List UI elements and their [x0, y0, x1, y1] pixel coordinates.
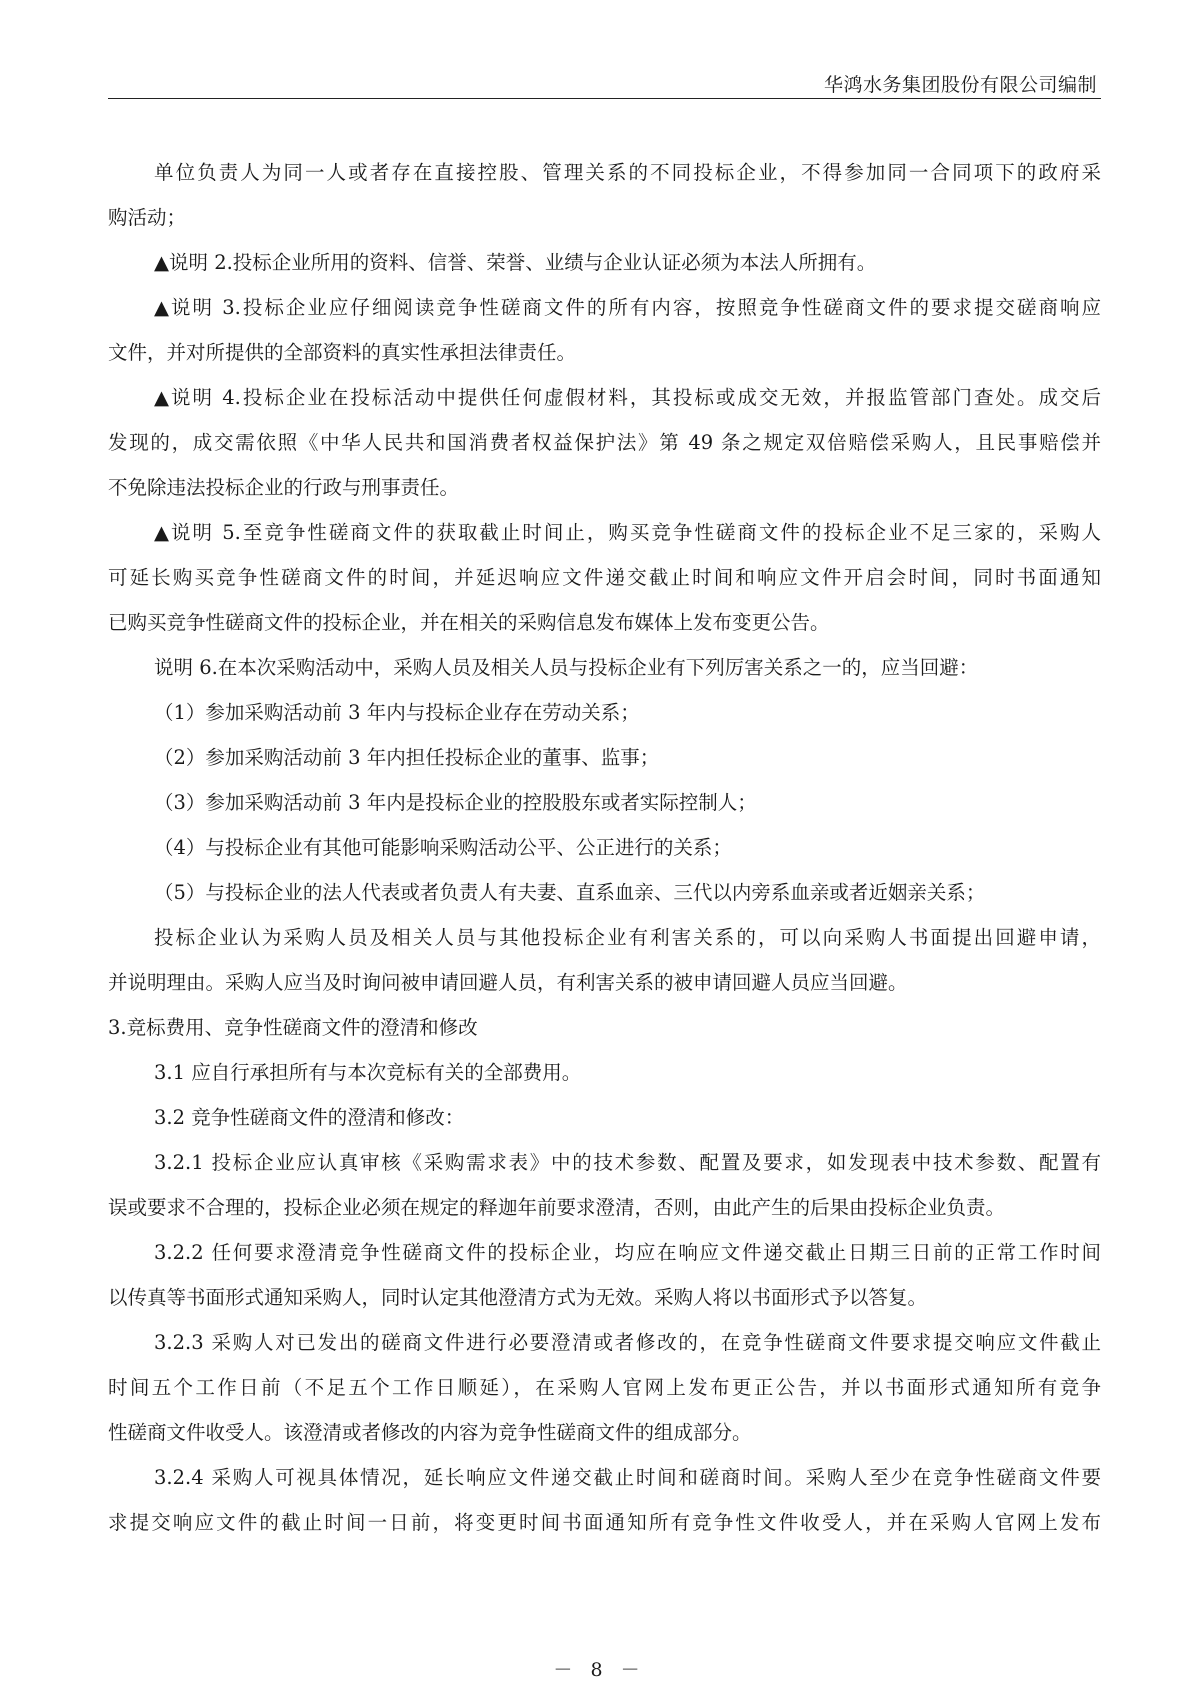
text-line: ▲说明 5.至竞争性磋商文件的获取截止时间止，购买竞争性磋商文件的投标企业不足三家的，采购人	[154, 521, 1101, 544]
section-heading: 3.竞标费用、竞争性磋商文件的澄清和修改	[108, 1016, 478, 1039]
text-line: 3.2.3 采购人对已发出的磋商文件进行必要澄清或者修改的，在竞争性磋商文件要求提交响应文件截止	[154, 1331, 1101, 1354]
list-item: （3）参加采购活动前 3 年内是投标企业的控股股东或者实际控制人；	[154, 791, 757, 814]
text-line: 可延长购买竞争性磋商文件的时间，并延迟响应文件递交截止时间和响应文件开启会时间，同时书面通知	[108, 566, 1101, 589]
text-line: 求提交响应文件的截止时间一日前，将变更时间书面通知所有竞争性文件收受人，并在采购人官网上发布	[108, 1511, 1101, 1534]
list-item: （4）与投标企业有其他可能影响采购活动公平、公正进行的关系；	[154, 836, 732, 859]
text-line: ▲说明 3.投标企业应仔细阅读竞争性磋商文件的所有内容，按照竞争性磋商文件的要求提交磋商响应	[154, 296, 1101, 319]
page-header	[108, 62, 1101, 99]
text-line: 以传真等书面形式通知采购人，同时认定其他澄清方式为无效。采购人将以书面形式予以答复。	[108, 1286, 928, 1309]
text-line: 性磋商文件收受人。该澄清或者修改的内容为竞争性磋商文件的组成部分。	[108, 1421, 752, 1444]
text-line: 并说明理由。采购人应当及时询问被申请回避人员，有利害关系的被申请回避人员应当回避。	[108, 971, 908, 994]
text-line: 3.2 竞争性磋商文件的澄清和修改：	[154, 1106, 465, 1129]
text-line: 3.2.2 任何要求澄清竞争性磋商文件的投标企业，均应在响应文件递交截止日期三日前的正常工作时间	[154, 1241, 1101, 1264]
document-body	[108, 150, 1101, 1545]
page-number: － 8 －	[553, 1659, 646, 1681]
text-line: 3.2.4 采购人可视具体情况，延长响应文件递交截止时间和磋商时间。采购人至少在竞争性磋商文件要	[154, 1466, 1101, 1489]
list-item: （5）与投标企业的法人代表或者负责人有夫妻、直系血亲、三代以内旁系血亲或者近姻亲关系；	[154, 881, 986, 904]
text-line: 文件，并对所提供的全部资料的真实性承担法律责任。	[108, 341, 577, 364]
list-item: （2）参加采购活动前 3 年内担任投标企业的董事、监事；	[154, 746, 660, 769]
text-line: 购活动；	[108, 206, 187, 229]
text-line: 发现的，成交需依照《中华人民共和国消费者权益保护法》第 49 条之规定双倍赔偿采购人，且民事赔偿并	[108, 431, 1101, 454]
text-line: 时间五个工作日前（不足五个工作日顺延），在采购人官网上发布更正公告，并以书面形式通知所有竞争	[108, 1376, 1101, 1399]
text-line: 已购买竞争性磋商文件的投标企业，并在相关的采购信息发布媒体上发布变更公告。	[108, 611, 830, 634]
text-line: 3.2.1 投标企业应认真审核《采购需求表》中的技术参数、配置及要求，如发现表中技术参数、配置有	[154, 1151, 1101, 1174]
text-line: 误或要求不合理的，投标企业必须在规定的释迦年前要求澄清，否则，由此产生的后果由投标企业负责。	[108, 1196, 1006, 1219]
text-line: 不免除违法投标企业的行政与刑事责任。	[108, 476, 460, 499]
text-line: 说明 6.在本次采购活动中，采购人员及相关人员与投标企业有下列厉害关系之一的，应当回避：	[154, 656, 979, 679]
text-line: 3.1 应自行承担所有与本次竞标有关的全部费用。	[154, 1061, 582, 1084]
text-line: 单位负责人为同一人或者存在直接控股、管理关系的不同投标企业，不得参加同一合同项下的政府采	[154, 161, 1101, 184]
text-line: ▲说明 4.投标企业在投标活动中提供任何虚假材料，其投标或成交无效，并报监管部门查处。成交后	[154, 386, 1101, 409]
text-line: 投标企业认为采购人员及相关人员与其他投标企业有利害关系的，可以向采购人书面提出回避申请，	[154, 926, 1101, 949]
list-item: （1）参加采购活动前 3 年内与投标企业存在劳动关系；	[154, 701, 640, 724]
header-org-name: 华鸿水务集团股份有限公司编制	[823, 74, 1097, 96]
text-line: ▲说明 2.投标企业所用的资料、信誉、荣誉、业绩与企业认证必须为本法人所拥有。	[154, 251, 877, 274]
